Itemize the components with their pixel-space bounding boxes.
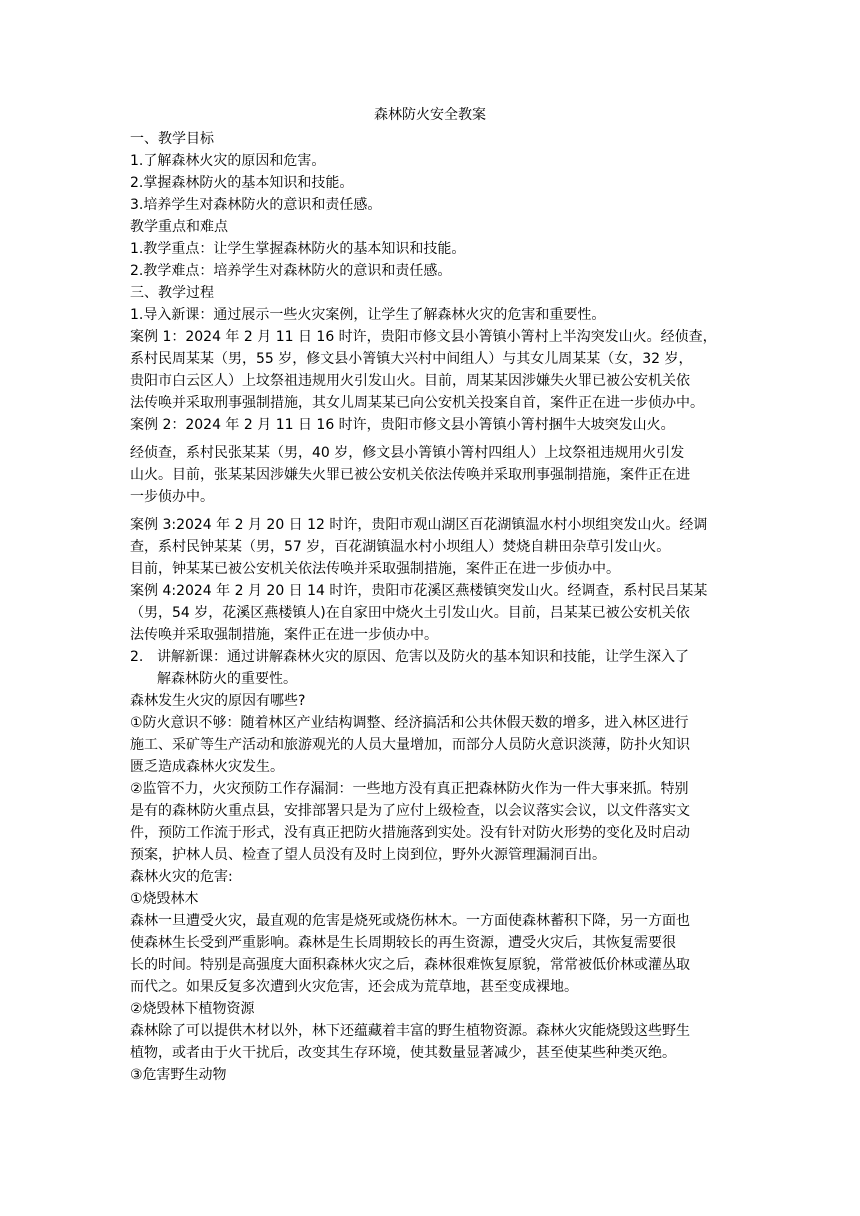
heading-key-points: 教学重点和难点 (130, 219, 228, 235)
list-number: 2. (130, 649, 144, 665)
case-2-line: 山火。目前，张某某因涉嫌失火罪已被公安机关依法传唤并采取刑事强制措施，案件正在进 (130, 467, 690, 483)
heading-process: 三、教学过程 (130, 285, 214, 301)
paragraph-line: 长的时间。特别是高强度大面积森林火灾之后，森林很难恢复原貌，常常被低价林或灌丛取 (130, 957, 690, 973)
case-3-line: 目前，钟某某已被公安机关依法传唤并采取强制措施，案件正在进一步侦办中。 (130, 561, 620, 577)
paragraph-line: 1.了解森林火灾的原因和危害。 (130, 153, 326, 169)
case-4-line: 案例 4:2024 年 2 月 20 日 14 时许，贵阳市花溪区燕楼镇突发山火。经调查，系村民吕某某 (130, 583, 708, 599)
heading-hazards: 森林火灾的危害: (130, 869, 233, 885)
case-4-line: 法传唤并采取强制措施，案件正在进一步侦办中。 (130, 627, 438, 643)
subheading: ①烧毁林木 (130, 891, 199, 907)
paragraph-line: 而代之。如果反复多次遭到火灾危害，还会成为荒草地，甚至变成裸地。 (130, 979, 578, 995)
case-2-line: 一步侦办中。 (130, 489, 214, 505)
paragraph-line: 2.教学难点：培养学生对森林防火的意识和责任感。 (130, 263, 452, 279)
case-2-line: 案例 2：2024 年 2 月 11 日 16 时许，贵阳市修文县小箐镇小箐村捆牛大坡突发山火。 (130, 417, 675, 433)
case-3-line: 案例 3:2024 年 2 月 20 日 12 时许，贵阳市观山湖区百花湖镇温水村小坝组突发山火。经调 (130, 517, 708, 533)
paragraph-line: 植物，或者由于火干扰后，改变其生存环境，使其数量显著减少，甚至使某些种类灭绝。 (130, 1045, 676, 1061)
paragraph-line: ②监管不力，火灾预防工作存漏洞：一些地方没有真正把森林防火作为一件大事来抓。特别 (130, 781, 689, 797)
document-body (130, 128, 732, 1086)
heading-goals: 一、教学目标 (130, 131, 214, 147)
paragraph-line: 匮乏造成森林火灾发生。 (130, 759, 284, 775)
document-title: 森林防火安全教案 (374, 107, 486, 123)
paragraph-line: 3.培养学生对森林防火的意识和责任感。 (130, 197, 382, 213)
paragraph-line: 施工、采矿等生产活动和旅游观光的人员大量增加，而部分人员防火意识淡薄，防扑火知识 (130, 737, 690, 753)
paragraph-line: 1.教学重点：让学生掌握森林防火的基本知识和技能。 (130, 241, 466, 257)
case-1-line: 法传唤并采取刑事强制措施，其女儿周某某已向公安机关投案自首，案件正在进一步侦办中。 (130, 395, 704, 411)
paragraph-line: 森林一旦遭受火灾，最直观的危害是烧死或烧伤林木。一方面使森林蓄积下降，另一方面也 (130, 913, 690, 929)
paragraph-line: 件，预防工作流于形式，没有真正把防火措施落到实处。没有针对防火形势的变化及时启动 (130, 825, 690, 841)
paragraph-line: 森林除了可以提供木材以外，林下还蕴藏着丰富的野生植物资源。森林火灾能烧毁这些野生 (130, 1023, 690, 1039)
list-item-continuation: 解森林防火的重要性。 (157, 671, 297, 687)
case-1-line: 贵阳市白云区人）上坟祭祖违规用火引发山火。目前，周某某因涉嫌失火罪已被公安机关依 (130, 373, 690, 389)
paragraph-line: ①防火意识不够：随着林区产业结构调整、经济搞活和公共休假天数的增多，进入林区进行 (130, 715, 689, 731)
list-item-text: 讲解新课：通过讲解森林火灾的原因、危害以及防火的基本知识和技能，让学生深入了 (157, 649, 689, 665)
paragraph-line: 2.掌握森林防火的基本知识和技能。 (130, 175, 354, 191)
paragraph-line: 预案，护林人员、检查了望人员没有及时上岗到位，野外火源管理漏洞百出。 (130, 847, 606, 863)
case-2-line: 经侦查，系村民张某某（男，40 岁，修文县小箐镇小箐村四组人）上坟祭祖违规用火引发 (130, 445, 685, 461)
case-1-line: 系村民周某某（男，55 岁，修文县小箐镇大兴村中间组人）与其女儿周某某（女，32 岁， (130, 351, 693, 367)
case-1-line: 案例 1：2024 年 2 月 11 日 16 时许，贵阳市修文县小箐镇小箐村上半沟突发山火。经侦查， (130, 329, 717, 345)
subheading: ②烧毁林下植物资源 (130, 1001, 255, 1017)
paragraph-line: 使森林生长受到严重影响。森林是生长周期较长的再生资源，遭受火灾后，其恢复需要很 (130, 935, 676, 951)
heading-causes: 森林发生火灾的原因有哪些? (130, 693, 306, 709)
paragraph-line: 是有的森林防火重点县，安排部署只是为了应付上级检查，以会议落实会议，以文件落实文 (130, 803, 690, 819)
subheading: ③危害野生动物 (130, 1067, 227, 1083)
case-4-line: （男，54 岁，花溪区燕楼镇人)在自家田中烧火土引发山火。目前，吕某某已被公安机关依 (130, 605, 690, 621)
paragraph-line: 1.导入新课：通过展示一些火灾案例，让学生了解森林火灾的危害和重要性。 (130, 307, 606, 323)
numbered-item-2 (130, 646, 732, 668)
case-3-line: 查，系村民钟某某（男，57 岁，百花湖镇温水村小坝组人）焚烧自耕田杂草引发山火。 (130, 539, 671, 555)
